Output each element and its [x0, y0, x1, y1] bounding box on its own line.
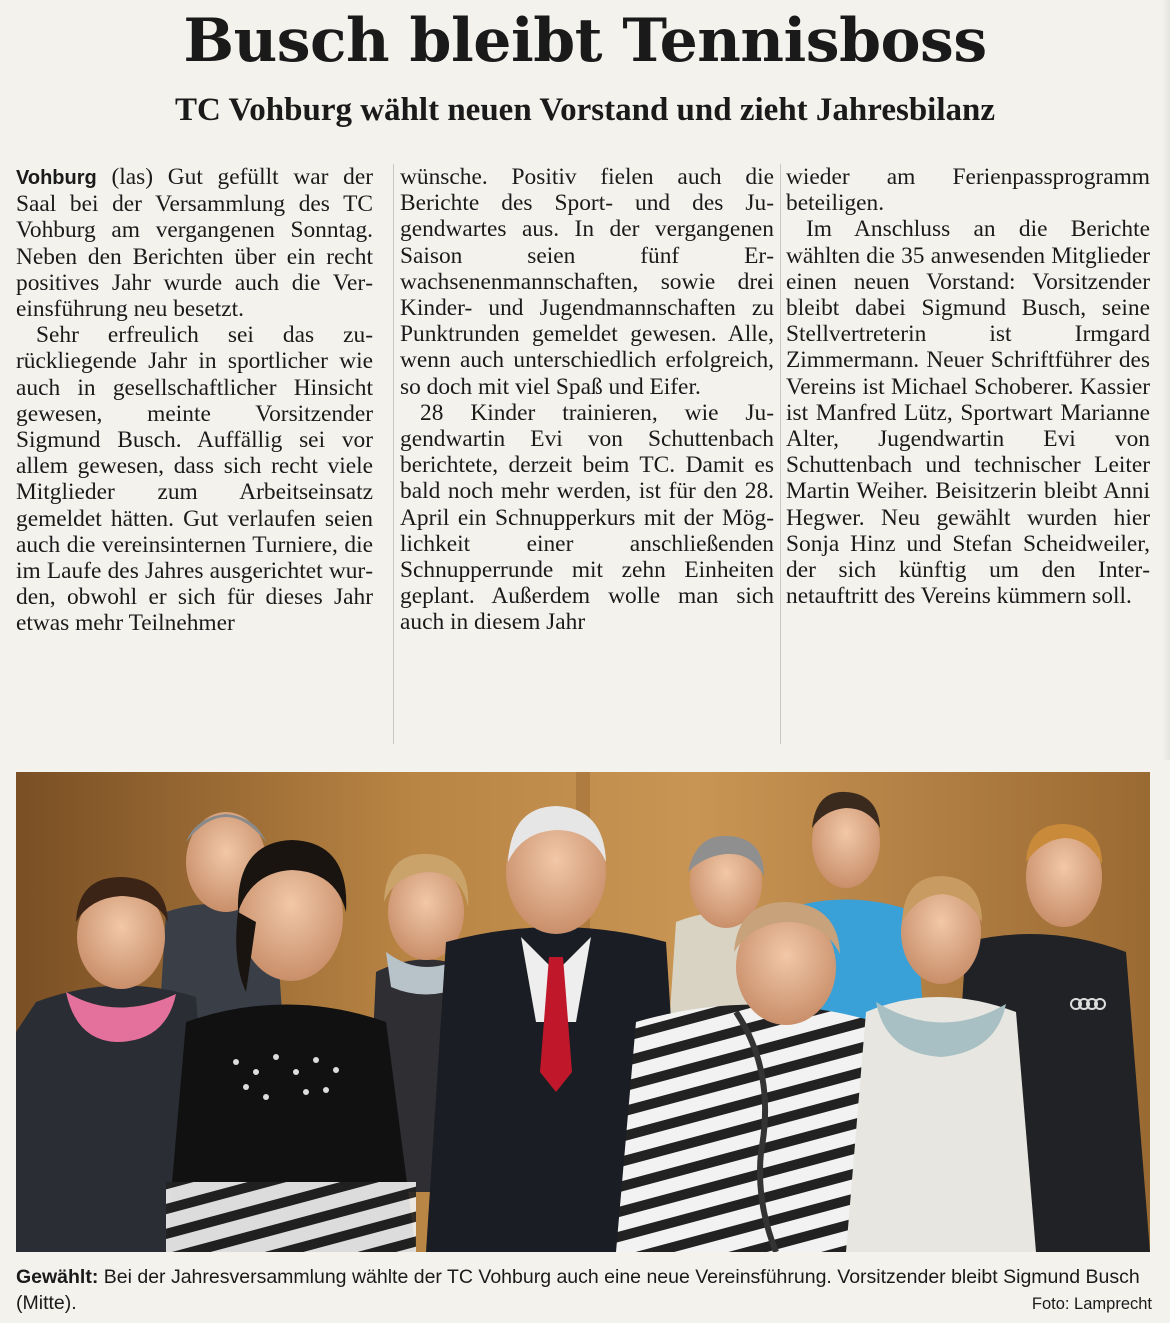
article-paragraph: [16, 164, 373, 322]
photo-credit: Foto: Lamprecht: [1031, 1295, 1152, 1313]
dateline: Vohburg: [16, 167, 97, 189]
group-photo-illustration: [16, 772, 1150, 1252]
article-paragraph: Sehr erfreulich sei das zurückliegende Jahr in sportlicher wie auch in gesellschaftlicher Hinsicht gewesen, meinte Vorsitzender Sigmund Busch. Auffällig sei vor allem gewesen, dass sich recht viele Mitglieder zum Arbeitseinsatz gemeldet hätten. Gut verlaufen seien auch die vereinsinternen Turniere, die im Laufe des Jahres ausgerichtet wurden, obwohl er sich für dieses Jahr etwas mehr Teilnehmer: [16, 322, 373, 637]
headline: Busch bleibt Tennisboss: [183, 6, 987, 76]
article-paragraph: 28 Kinder trainieren, wie Jugendwartin Evi von Schuttenbach berichtete, derzeit beim TC. Damit es bald noch mehr werden, ist für den 28. April ein Schnupperkurs mit der Möglichkeit einer anschließenden Schnupperrunde mit zehn Einheiten geplant. Außerdem wolle man sich auch in diesem Jahr: [400, 399, 774, 636]
article-paragraph: Im Anschluss an die Berichte wählten die 35 anwesenden Mitglieder einen neuen Vorstand: Vorsitzender bleibt dabei Sigmund Busch, seine Stellvertreterin ist Irmgard Zimmermann. Neuer Schriftführer des Vereins ist Michael Schoberer. Kassier ist Manfred Lütz, Sportwart Marianne Alter, Jugendwartin Evi von Schuttenbach und technischer Leiter Martin Weiher. Beisitzerin bleibt Anni Hegwer. Neu gewählt wurden hier Sonja Hinz und Stefan Scheidweiler, der sich künftig um den Internetauftritt des Vereins kümmern soll.: [786, 216, 1150, 610]
paragraph-text: (las) Gut gefüllt war der Saal bei der Versammlung des TC Vohburg am vergangenen Sonntag. Neben den Berichten über ein recht positives Jahr wurde auch die Vereinsführung neu besetzt.: [16, 164, 373, 323]
photo-caption: [16, 1264, 1156, 1316]
subheadline: TC Vohburg wählt neuen Vorstand und zieht Jahresbilanz: [174, 92, 996, 128]
article-paragraph: wieder am Ferienpassprogramm beteiligen.: [786, 164, 1150, 217]
caption-lead: Gewählt:: [16, 1266, 99, 1288]
paper-edge: [1162, 0, 1170, 760]
article-column-3: [786, 164, 1150, 609]
article-column-2: [400, 164, 774, 636]
article-body: [16, 164, 1150, 752]
article-paragraph: wünsche. Positiv fielen auch die Berichte des Sport- und des Jugendwartes aus. In der vergangenen Saison seien fünf Erwachsenenmannschaften, sowie drei Kinder- und Jugendmannschaften zu Punktrunden gemeldet gewesen. Alle, wenn auch unterschiedlich erfolgreich, so doch mit viel Spaß und Eifer.: [400, 164, 774, 400]
article-column-1: [16, 164, 373, 637]
caption-text: Bei der Jahresversammlung wählte der TC Vohburg auch eine neue Vereinsführung. Vorsitzender bleibt Sigmund Busch (Mitte).: [16, 1266, 1140, 1314]
group-photo: [16, 772, 1150, 1252]
